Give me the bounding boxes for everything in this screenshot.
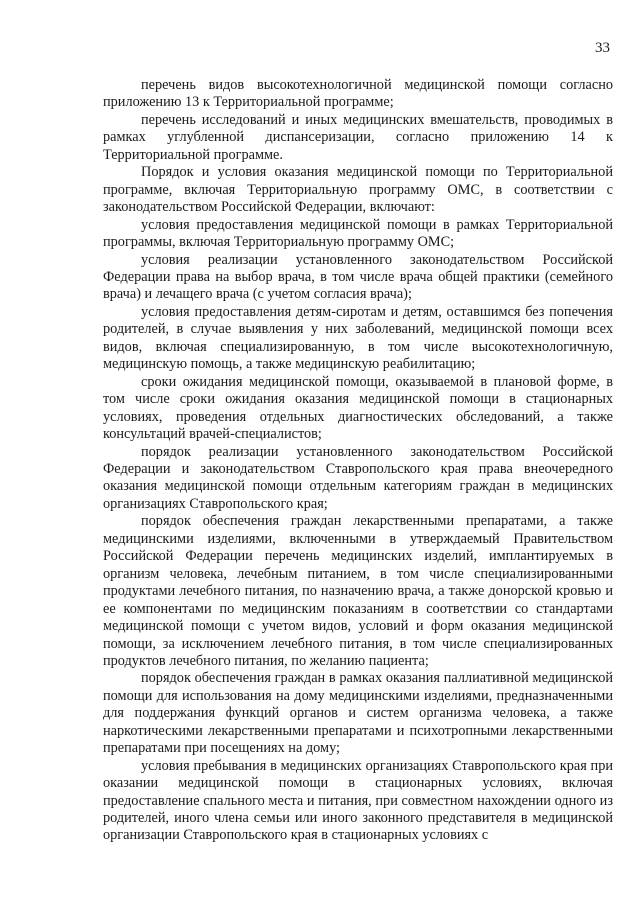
- paragraph-hospital-stay: условия пребывания в медицинских организациях Ставропольского края при оказании медицинской помощи в стационарных условиях, включая предоставление спального места и питания, при совместном нахождении одного из родителей, иного члена семьи или иного законного представителя в медицинской организации Ставропольского края в стационарных условиях с: [103, 757, 613, 844]
- paragraph-orphans-care: условия предоставления детям-сиротам и детям, оставшимся без попечения родителей, в случае выявления у них заболеваний, медицинской помощи всех видов, включая специализированную, в том числе высокотехнологичную, медицинскую помощь, а также медицинскую реабилитацию;: [103, 303, 613, 373]
- paragraph-medication-supply: порядок обеспечения граждан лекарственными препаратами, а также медицинскими изделиями, включенными в утверждаемый Правительством Российской Федерации перечень медицинских изделий, имплантируемых в организм человека, лечебным питанием, в том числе специализированными продуктами лечебного питания, по назначению врача, а также донорской кровью и ее компонентами по медицинским показаниям в соответствии со стандартами медицинской помощи с учетом видов, условий и форм оказания медицинской помощи, за исключением лечебного питания, в том числе специализированных продуктов лечебного питания, по желанию пациента;: [103, 513, 613, 669]
- paragraph-conditions-provision: условия предоставления медицинской помощи в рамках Территориальной программы, включая Территориальную программу ОМС;: [103, 216, 613, 251]
- paragraph-palliative-care: порядок обеспечения граждан в рамках оказания паллиативной медицинской помощи для использования на дому медицинскими изделиями, предназначенными для поддержания функций органов и систем организма человека, а также наркотическими лекарственными препаратами и психотропными лекарственными препаратами при посещениях на дому;: [103, 670, 613, 757]
- paragraph-research-list: перечень исследований и иных медицинских вмешательств, проводимых в рамках углубленной диспансеризации, согласно приложению 14 к Территориальной программе.: [103, 111, 613, 163]
- paragraph-waiting-times: сроки ожидания медицинской помощи, оказываемой в плановой форме, в том числе сроки ожидания оказания медицинской помощи в стационарных условиях, проведения отдельных диагностических обследований, а также консультаций врачей-специалистов;: [103, 373, 613, 443]
- document-body: [103, 77, 613, 845]
- paragraph-procedure-intro: Порядок и условия оказания медицинской помощи по Территориальной программе, включая Территориальную программу ОМС, в соответствии с законодательством Российской Федерации, включают:: [103, 164, 613, 216]
- paragraph-priority-care: порядок реализации установленного законодательством Российской Федерации и законодательством Ставропольского края права внеочередного оказания медицинской помощи отдельным категориям граждан в медицинских организациях Ставропольского края;: [103, 443, 613, 512]
- page-number: 33: [595, 40, 610, 56]
- paragraph-doctor-choice: условия реализации установленного законодательством Российской Федерации права на выбор врача, в том числе врача общей практики (семейного врача) и лечащего врача (с учетом согласия врача);: [103, 251, 613, 303]
- paragraph-htmc-list: перечень видов высокотехнологичной медицинской помощи согласно приложению 13 к Территориальной программе;: [103, 77, 613, 111]
